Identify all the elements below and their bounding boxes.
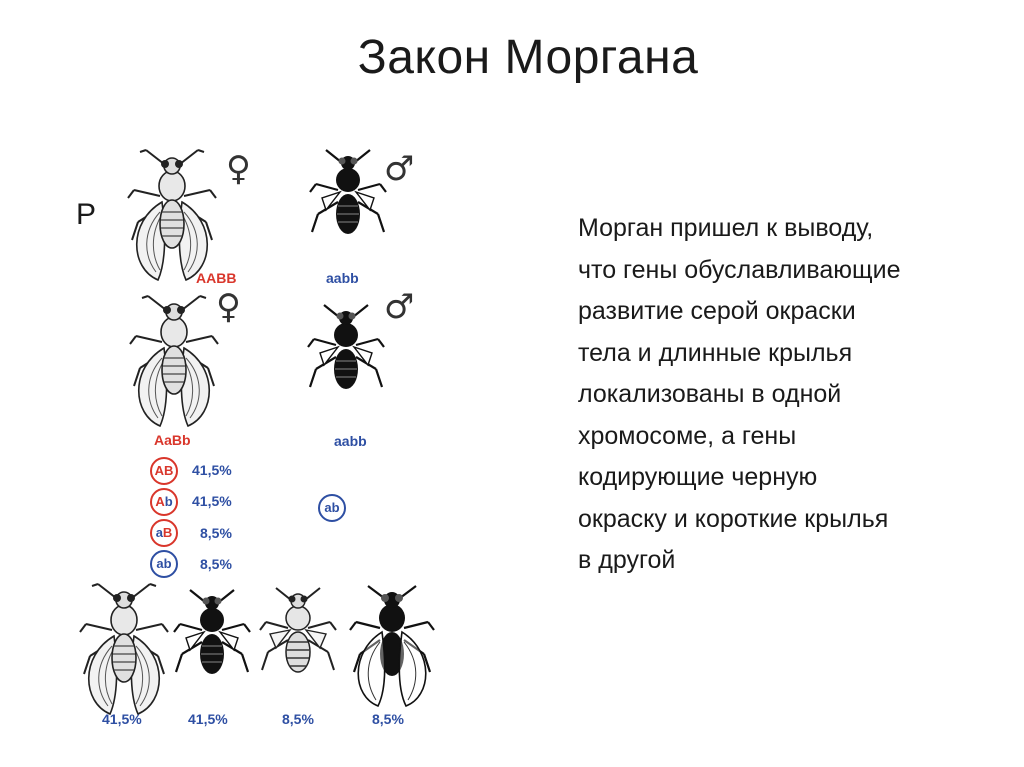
- gamete-Ab: Ab: [150, 488, 178, 516]
- parent-female-fly: [128, 150, 216, 280]
- gamete-percent: 41,5%: [192, 462, 232, 478]
- gamete-ab: ab: [150, 550, 178, 578]
- offspring-percent: 8,5%: [282, 711, 314, 727]
- f1-female-symbol-icon: ♀: [216, 287, 241, 327]
- conclusion-text: Морган пришел к выводу, что гены обуславливающие развитие серой окраски тела и длинные крылья локализованы в одной хромосоме, а гены кодирующие черную окраску и короткие крылья в другой: [578, 214, 901, 574]
- offspring-fly-black-long: [350, 586, 434, 706]
- parent-male-fly: [310, 150, 386, 234]
- f1-male-fly: [308, 305, 384, 389]
- gamete-percent: 8,5%: [200, 525, 232, 541]
- slide-title: Закон Моргана: [357, 31, 699, 84]
- offspring-percent: 41,5%: [102, 711, 142, 727]
- gamete-AB: AB: [150, 457, 178, 485]
- parent-female-genotype: AABB: [196, 270, 237, 286]
- male-gamete-ab: ab: [318, 494, 346, 522]
- offspring-percent: 8,5%: [372, 711, 404, 727]
- f1-male-genotype: aabb: [334, 433, 367, 449]
- gamete-percent: 41,5%: [192, 493, 232, 509]
- parental-label: P: [76, 198, 97, 231]
- male-symbol-icon: ♂: [384, 149, 415, 189]
- offspring-percent: 41,5%: [188, 711, 228, 727]
- offspring-fly-gray-short: [260, 588, 336, 672]
- gamete-aB: aB: [150, 519, 178, 547]
- f1-female-genotype: AaBb: [154, 432, 191, 448]
- f1-female-fly: [130, 296, 218, 426]
- female-symbol-icon: ♀: [226, 149, 251, 189]
- f1-male-symbol-icon: ♂: [384, 287, 415, 327]
- offspring-fly-black-short: [174, 590, 250, 674]
- offspring-fly-gray-long: [80, 584, 168, 714]
- gamete-percent: 8,5%: [200, 556, 232, 572]
- parent-male-genotype: aabb: [326, 270, 359, 286]
